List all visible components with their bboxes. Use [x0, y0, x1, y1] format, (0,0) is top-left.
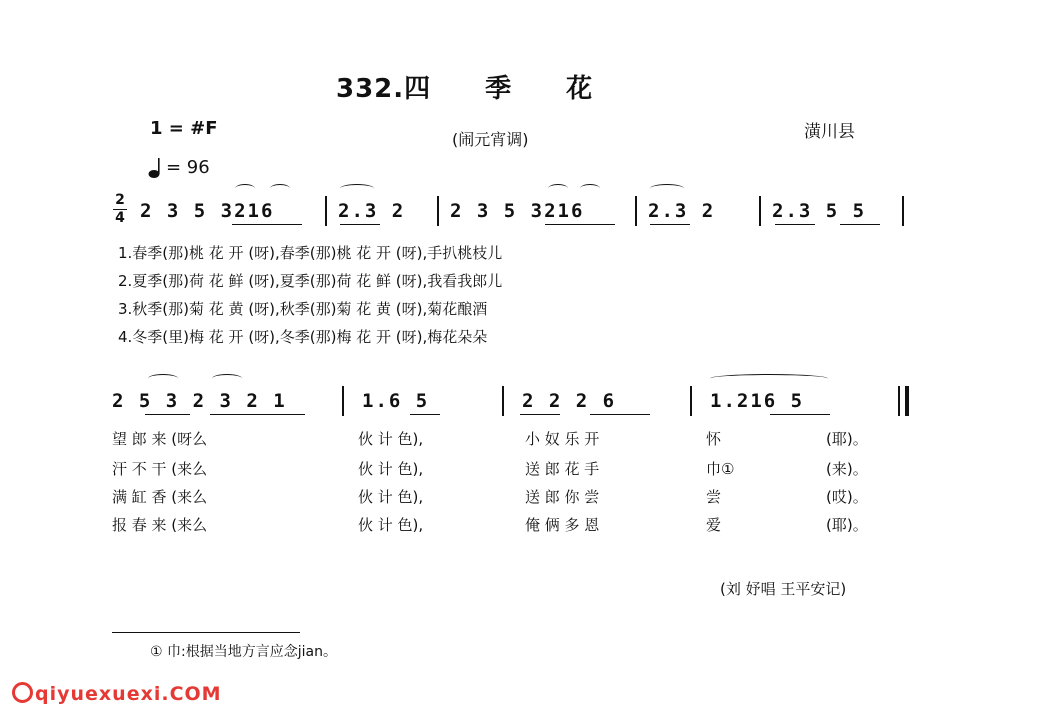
slur: [212, 374, 242, 383]
footnote-divider: [112, 632, 300, 633]
measure-2: 2.3 2: [338, 200, 406, 222]
measure-5: 2.3 5 5: [772, 200, 867, 222]
beam: [340, 224, 380, 225]
lyric-2-verse-2-d: 巾①: [706, 460, 735, 478]
beam: [210, 414, 305, 415]
footnote: ① 巾:根据当地方言应念jian。: [150, 644, 337, 660]
lyric-2-verse-4-c: 俺 俩 多 恩: [525, 516, 600, 534]
time-signature: [113, 192, 127, 227]
lyric-2-verse-2-e: (来)。: [826, 460, 868, 478]
lyric-verse-2: 2.夏季(那)荷 花 鲜 (呀),夏季(那)荷 花 鲜 (呀),我看我郎儿: [118, 272, 503, 290]
slur: [548, 184, 568, 193]
lyric-2-verse-3-d: 尝: [706, 488, 722, 506]
slur: [650, 184, 684, 193]
beam: [590, 414, 650, 415]
measure-7: 1.6 5: [362, 390, 430, 412]
beam: [232, 224, 302, 225]
slur: [148, 374, 178, 383]
lyric-verse-3: 3.秋季(那)菊 花 黄 (呀),秋季(那)菊 花 黄 (呀),菊花酿酒: [118, 300, 488, 318]
final-barline-thick: [905, 386, 909, 416]
barline: [690, 386, 692, 416]
barline: [325, 196, 327, 226]
watermark-logo-icon: [12, 682, 33, 703]
barline: [902, 196, 904, 226]
time-signature-top: 2: [115, 192, 125, 208]
lyric-2-verse-3-e: (哎)。: [826, 488, 868, 506]
barline: [437, 196, 439, 226]
lyric-2-verse-4-b: 伙 计 色),: [358, 516, 424, 534]
tempo-marking: [148, 157, 210, 179]
lyric-2-verse-2-b: 伙 计 色),: [358, 460, 424, 478]
lyric-2-verse-4-e: (耶)。: [826, 516, 868, 534]
lyric-2-verse-1-d: 怀: [706, 430, 722, 448]
beam: [775, 224, 815, 225]
beam: [520, 414, 560, 415]
lyric-2-verse-3-a: 满 缸 香 (来么: [112, 488, 208, 506]
title-char-2: 季: [485, 74, 513, 104]
measure-3: 2 3 5 3216: [450, 200, 585, 222]
lyric-2-verse-3-b: 伙 计 色),: [358, 488, 424, 506]
measure-4: 2.3 2: [648, 200, 716, 222]
measure-8: 2 2 2 6: [522, 390, 617, 412]
lyric-verse-4: 4.冬季(里)梅 花 开 (呀),冬季(那)梅 花 开 (呀),梅花朵朵: [118, 328, 488, 346]
key-signature: 1 = #F: [150, 118, 218, 139]
lyric-2-verse-4-a: 报 春 来 (来么: [112, 516, 208, 534]
site-watermark: [12, 682, 222, 705]
beam: [410, 414, 440, 415]
beam: [545, 224, 615, 225]
performer-credit: (刘 妤唱 王平安记): [720, 580, 847, 598]
final-barline: [898, 386, 900, 416]
lyric-2-verse-2-c: 送 郎 花 手: [525, 460, 600, 478]
beam: [840, 224, 880, 225]
song-number-title: 332.四: [336, 74, 432, 104]
slur: [340, 184, 374, 193]
quarter-note-icon: [148, 157, 162, 179]
lyric-2-verse-2-a: 汗 不 干 (来么: [112, 460, 208, 478]
time-signature-bottom: 4: [113, 209, 127, 227]
slur: [235, 184, 255, 193]
watermark-text: qiyuexuexi.COM: [35, 683, 222, 705]
barline: [635, 196, 637, 226]
lyric-2-verse-4-d: 爱: [706, 516, 722, 534]
slur: [580, 184, 600, 193]
lyric-2-verse-1-e: (耶)。: [826, 430, 868, 448]
barline: [342, 386, 344, 416]
region-label: 潢川县: [804, 122, 855, 142]
slur: [270, 184, 290, 193]
lyric-2-verse-3-c: 送 郎 你 尝: [525, 488, 600, 506]
measure-6: 2 5 3 2 3 2 1: [112, 390, 287, 412]
lyric-2-verse-1-c: 小 奴 乐 开: [525, 430, 600, 448]
barline: [502, 386, 504, 416]
measure-9: 1.216 5: [710, 390, 805, 412]
lyric-verse-1: 1.春季(那)桃 花 开 (呀),春季(那)桃 花 开 (呀),手扒桃枝儿: [118, 244, 503, 262]
lyric-2-verse-1-a: 望 郎 来 (呀么: [112, 430, 208, 448]
measure-1: 2 3 5 3216: [140, 200, 275, 222]
beam: [650, 224, 690, 225]
slur: [710, 374, 828, 383]
tune-subtitle: (闹元宵调): [452, 130, 529, 149]
song-title: [336, 68, 593, 105]
beam: [770, 414, 830, 415]
barline: [759, 196, 761, 226]
beam: [145, 414, 190, 415]
lyric-2-verse-1-b: 伙 计 色),: [358, 430, 424, 448]
tempo-value: = 96: [166, 157, 210, 178]
title-char-3: 花: [566, 74, 594, 104]
